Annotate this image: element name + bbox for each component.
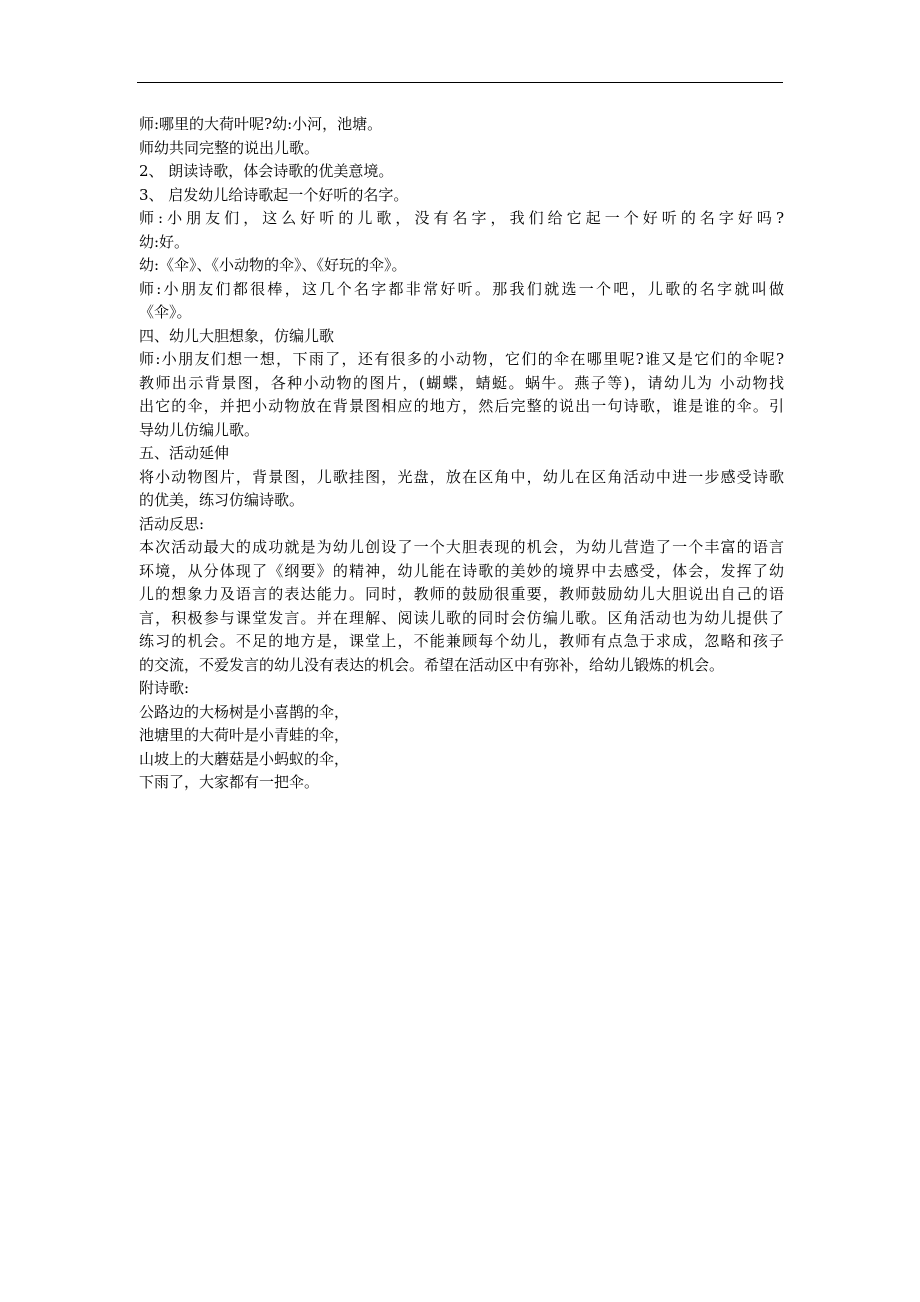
section-heading: 附诗歌:: [139, 679, 190, 697]
text-line: 师幼共同完整的说出儿歌。: [139, 138, 320, 157]
poem-line: 公路边的大杨树是小喜鹊的伞，: [139, 702, 350, 721]
text-line: 儿的想象力及语言的表达能力。同时，教师的鼓励很重要，教师鼓励幼儿大胆说出自己的语: [139, 585, 784, 603]
text-line: 师:哪里的大荷叶呢?幼:小河，池塘。: [139, 115, 383, 133]
poem-line: 下雨了，大家都有一把伞。: [139, 773, 320, 791]
text-line: 3、 启发幼儿给诗歌起一个好听的名字。: [139, 185, 409, 204]
text-line: 将小动物图片，背景图，儿歌挂图，光盘，放在区角中，幼儿在区角活动中进一步感受诗歌: [139, 467, 784, 486]
text-line: 环境，从分体现了《纲要》的精神，幼儿能在诗歌的美妙的境界中去感受，体会，发挥了幼: [139, 561, 784, 580]
section-heading: 四、幼儿大胆想象，仿编儿歌: [139, 326, 335, 345]
text-line: 幼:好。: [139, 232, 190, 251]
document-body: [139, 113, 784, 795]
text-line: 2、 朗读诗歌，体会诗歌的优美意境。: [139, 162, 394, 180]
text-line: 师:小朋友们，这么好听的儿歌，没有名字，我们给它起一个好听的名字好吗?: [139, 209, 784, 227]
text-line: 的优美，练习仿编诗歌。: [139, 491, 305, 509]
text-line: 幼:《伞》、《小动物的伞》、《好玩的伞》。: [139, 256, 407, 274]
text-line: 练习的机会。不足的地方是，课堂上，不能兼顾每个幼儿，教师有点急于求成，忽略和孩子: [139, 632, 784, 650]
poem-line: 池塘里的大荷叶是小青蛙的伞，: [139, 726, 350, 744]
text-line: 出它的伞，并把小动物放在背景图相应的地方，然后完整的说出一句诗歌，谁是谁的伞。引: [139, 397, 784, 415]
poem-line: 山坡上的大蘑菇是小蚂蚁的伞，: [139, 749, 350, 768]
section-heading: 五、活动延伸: [139, 444, 230, 462]
text-line: 《伞》。: [139, 303, 192, 321]
text-line: 本次活动最大的成功就是为幼儿创设了一个大胆表现的机会，为幼儿营造了一个丰富的语言: [139, 538, 784, 556]
text-line: 导幼儿仿编儿歌。: [139, 420, 260, 439]
header-rule: [137, 82, 783, 83]
text-line: 师:小朋友们都很棒，这几个名字都非常好听。那我们就选一个吧，儿歌的名字就叫做: [139, 279, 784, 298]
text-line: 的交流，不爱发言的幼儿没有表达的机会。希望在活动区中有弥补，给幼儿锻炼的机会。: [139, 655, 725, 674]
text-line: 师:小朋友们想一想，下雨了，还有很多的小动物，它们的伞在哪里呢?谁又是它们的伞呢?: [139, 350, 784, 368]
text-line: 教师出示背景图，各种小动物的图片，(蝴蝶，蜻蜓。蜗牛。燕子等)，请幼儿为 小动物找: [139, 373, 784, 392]
text-line: 言，积极参与课堂发言。并在理解、阅读儿歌的同时会仿编儿歌。区角活动也为幼儿提供了: [139, 608, 784, 627]
section-heading: 活动反思:: [139, 514, 205, 533]
